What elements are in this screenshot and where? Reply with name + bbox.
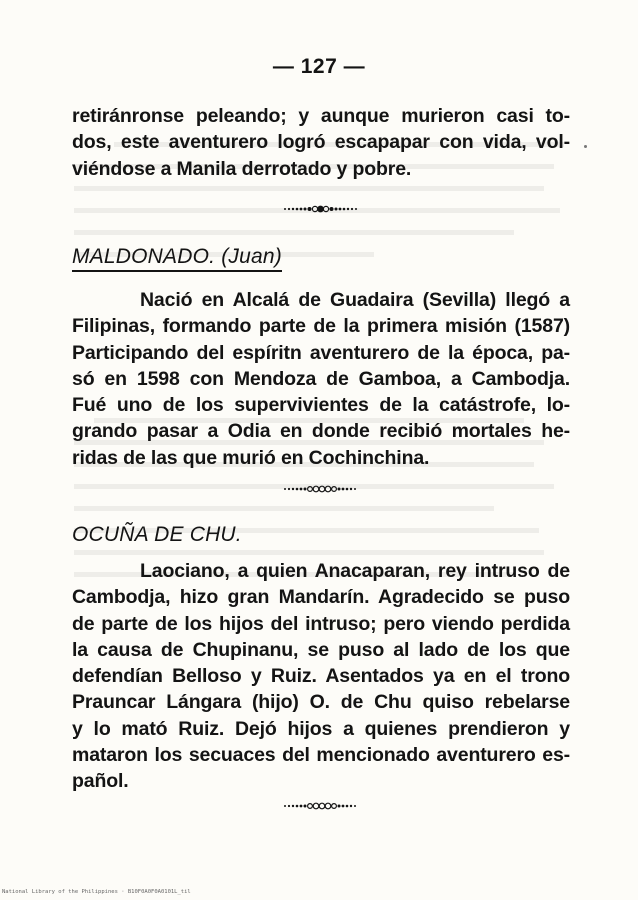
entry-heading <box>72 523 242 547</box>
paragraph-line: Prauncar Lángara (hijo) O. de Chu quiso rebelarse <box>72 691 570 714</box>
scan-footer-tag: National Library of the Philippines · B10F0A0F0A0101L_til <box>2 889 191 895</box>
entry-heading-text: OCUÑA DE CHU. <box>72 523 242 546</box>
paragraph-line: dos, este aventurero logró escapapar con vida, vol- <box>72 131 570 154</box>
section-ornament <box>282 484 358 494</box>
heading-underline <box>72 270 282 272</box>
section-ornament <box>282 204 358 214</box>
paragraph-line: viéndose a Manila derrotado y pobre. <box>72 157 412 180</box>
paragraph-line: Nació en Alcalá de Guadaira (Sevilla) llegó a <box>140 289 570 311</box>
paragraph-line: retiránronse peleando; y aunque murieron casi to- <box>72 105 570 127</box>
page-number: — 127 — <box>272 55 366 78</box>
paragraph-line: de parte de los hijos del intruso; pero viendo perdida <box>72 612 570 635</box>
paragraph-line: pañol. <box>72 770 129 793</box>
entry-heading <box>72 245 282 269</box>
paragraph-line: mataron los secuaces del mencionado aventurero es- <box>72 744 570 767</box>
paragraph-line: y lo mató Ruiz. Dejó hijos a quienes prendieron y <box>72 717 570 740</box>
paper-speck <box>584 145 587 148</box>
paragraph-line: ridas de las que murió en Cochinchina. <box>72 446 430 469</box>
paragraph-line: grando pasar a Odia en donde recibió mortales he- <box>72 420 570 443</box>
entry-paragraph <box>72 287 570 471</box>
entry-heading-text: MALDONADO. (Juan) <box>72 245 282 268</box>
paragraph-line: Fué uno de los supervivientes de la catástrofe, lo- <box>72 394 570 417</box>
entry-paragraph <box>72 558 570 795</box>
paragraph-line: defendían Belloso y Ruiz. Asentados ya en el trono <box>72 665 570 688</box>
paragraph-line: Filipinas, formando parte de la primera misión (1587) <box>72 315 570 338</box>
paragraph-line: só en 1598 con Mendoza de Gamboa, a Cambodja. <box>72 367 570 390</box>
paragraph-line: Laociano, a quien Anacaparan, rey intruso de <box>140 560 570 582</box>
section-ornament <box>282 801 358 811</box>
paragraph-line: la causa de Chupinanu, se puso al lado de los que <box>72 638 570 661</box>
paragraph-line: Participando del espíritn aventurero de la época, pa- <box>72 341 570 364</box>
paragraph-line: Cambodja, hizo gran Mandarín. Agradecido se puso <box>72 586 570 609</box>
opening-paragraph <box>72 103 570 182</box>
